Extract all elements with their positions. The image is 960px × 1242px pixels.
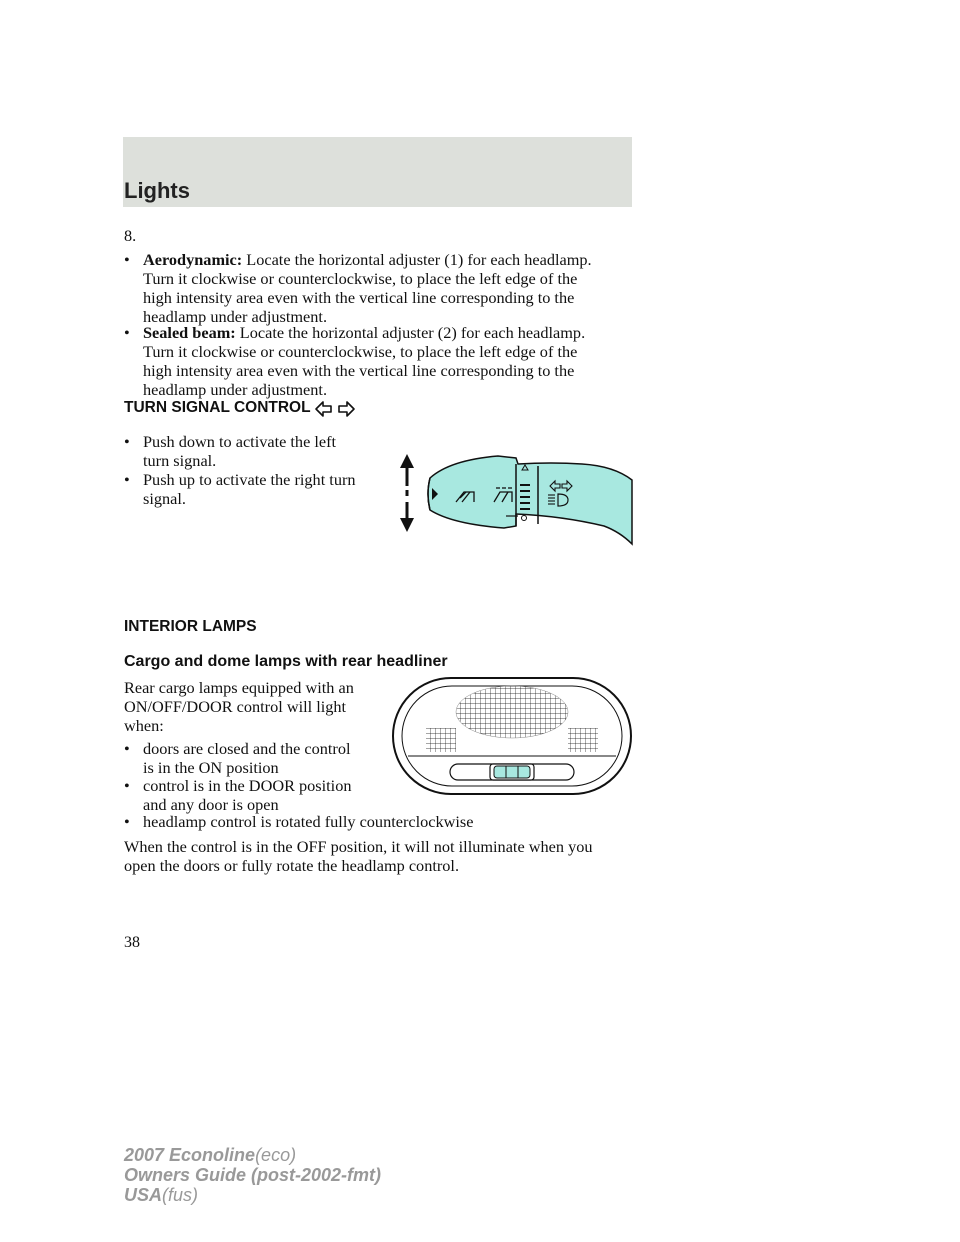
footer-model-tag: (eco)	[255, 1145, 297, 1165]
sealed-beam-item	[124, 323, 634, 399]
bullet-icon: •	[124, 739, 130, 758]
turn-bullet-left	[124, 432, 386, 470]
bullet-icon: •	[124, 776, 130, 795]
aero-line-4: headlamp under adjustment.	[143, 307, 328, 326]
turn-signal-stalk-illustration	[392, 450, 634, 550]
interior-b2-line-2: and any door is open	[143, 795, 279, 814]
footer-market-tag: (fus)	[162, 1185, 199, 1205]
interior-bullet-3	[124, 812, 634, 831]
section-title: Lights	[124, 178, 190, 203]
interior-b1-line-1: doors are closed and the control	[143, 739, 351, 758]
interior-bullet-2	[124, 776, 386, 814]
aerodynamic-item	[124, 250, 634, 326]
turn-left-line-1: Push down to activate the left	[143, 432, 337, 451]
step-number: 8.	[124, 226, 137, 245]
closing-line-1: When the control is in the OFF position, it will not illuminate when you	[124, 837, 593, 856]
bullet-icon: •	[124, 470, 130, 489]
sealed-line-2: Turn it clockwise or counterclockwise, to place the left edge of the	[143, 342, 578, 361]
sealed-line-1: Locate the horizontal adjuster (2) for each headlamp.	[239, 323, 586, 342]
interior-lamps-heading: INTERIOR LAMPS	[124, 618, 257, 635]
turn-arrows-icon	[314, 399, 356, 419]
intro-line-3: when:	[124, 716, 164, 735]
turn-signal-heading-text: TURN SIGNAL CONTROL	[124, 399, 311, 416]
interior-b2-line-1: control is in the DOOR position	[143, 776, 352, 795]
aero-line-1: Locate the horizontal adjuster (1) for each headlamp.	[246, 250, 592, 269]
page-number: 38	[124, 934, 140, 951]
turn-left-line-2: turn signal.	[143, 451, 217, 470]
dome-lamp-illustration	[390, 668, 634, 800]
sealed-line-3: high intensity area even with the vertical line corresponding to the	[143, 361, 575, 380]
footer-model: 2007 Econoline	[124, 1145, 256, 1165]
turn-right-line-1: Push up to activate the right turn	[143, 470, 356, 489]
turn-signal-heading	[124, 399, 311, 417]
cargo-dome-subheading: Cargo and dome lamps with rear headliner	[124, 653, 448, 670]
interior-b1-line-2: is in the ON position	[143, 758, 279, 777]
intro-line-1: Rear cargo lamps equipped with an	[124, 678, 354, 697]
intro-line-2: ON/OFF/DOOR control will light	[124, 697, 347, 716]
bullet-icon: •	[124, 250, 130, 269]
term-aerodynamic: Aerodynamic:	[143, 250, 243, 269]
closing-line-2: open the doors or fully rotate the headlamp control.	[124, 856, 460, 875]
sealed-line-4: headlamp under adjustment.	[143, 380, 328, 399]
footer-market: USA	[124, 1185, 163, 1205]
document-footer	[124, 1145, 381, 1205]
interior-intro	[124, 678, 354, 735]
footer-guide: Owners Guide (post-2002-fmt)	[124, 1165, 382, 1185]
aero-line-3: high intensity area even with the vertical line corresponding to the	[143, 288, 575, 307]
turn-right-line-2: signal.	[143, 489, 186, 508]
turn-bullet-right	[124, 470, 386, 508]
interior-closing	[124, 837, 593, 875]
header-band	[123, 137, 632, 207]
interior-b3-line-1: headlamp control is rotated fully counterclockwise	[143, 812, 474, 831]
bullet-icon: •	[124, 812, 130, 831]
bullet-icon: •	[124, 432, 130, 451]
term-sealed-beam: Sealed beam:	[143, 323, 236, 342]
aero-line-2: Turn it clockwise or counterclockwise, to place the left edge of the	[143, 269, 578, 288]
interior-bullet-1	[124, 739, 386, 777]
bullet-icon: •	[124, 323, 130, 342]
